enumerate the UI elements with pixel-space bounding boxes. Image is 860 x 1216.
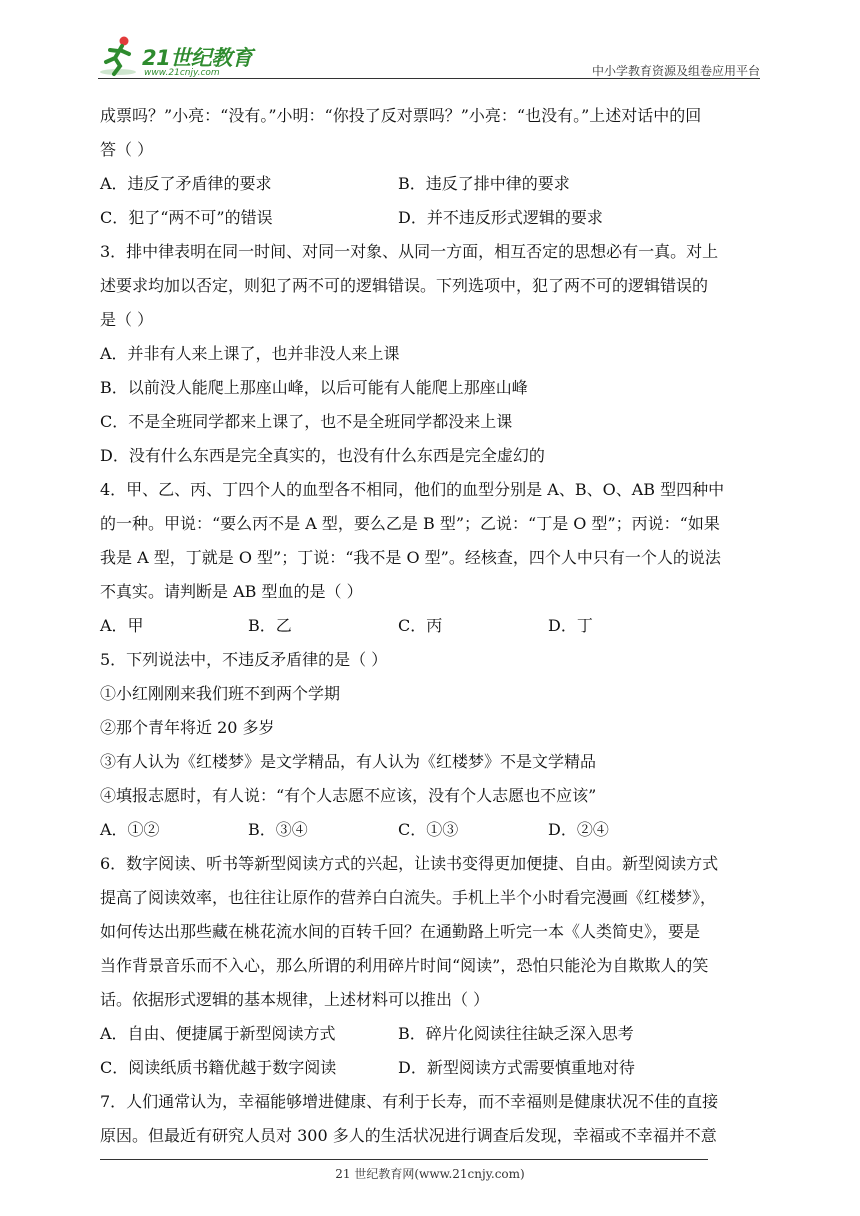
options-row <box>100 167 762 201</box>
option-d: D．②④ <box>548 820 609 839</box>
text-line: 当作背景音乐而不入心，那么所谓的利用碎片时间“阅读”，恐怕只能沦为自欺欺人的笑 <box>100 956 709 975</box>
option-line: B．以前没人能爬上那座山峰，以后可能有人能爬上那座山峰 <box>100 378 528 397</box>
text-line: ④填报志愿时，有人说：“有个人志愿不应该，没有个人志愿也不应该” <box>100 786 597 805</box>
runner-icon <box>98 34 142 78</box>
option-b: B．乙 <box>248 616 292 635</box>
option-d: D．新型阅读方式需要慎重地对待 <box>398 1058 635 1077</box>
text-line: 的一种。甲说：“要么丙不是 A 型，要么乙是 B 型”；乙说：“丁是 O 型”；丙说：“如果 <box>100 514 720 533</box>
option-b: B．碎片化阅读往往缺乏深入思考 <box>398 1024 634 1043</box>
brand-url: www.21cnjy.com <box>144 68 220 78</box>
option-a: A．①② <box>100 820 160 839</box>
text-line: 不真实。请判断是 AB 型血的是（ ） <box>100 582 363 601</box>
text-line: ③有人认为《红楼梦》是文学精品，有人认为《红楼梦》不是文学精品 <box>100 752 597 771</box>
text-line: 3．排中律表明在同一时间、对同一对象、从同一方面，相互否定的思想必有一真。对上 <box>100 242 719 261</box>
options-row <box>100 813 762 847</box>
option-d: D．并不违反形式逻辑的要求 <box>398 208 603 227</box>
text-line: ①小红刚刚来我们班不到两个学期 <box>100 684 341 703</box>
text-line: 成票吗？”小亮：“没有。”小明：“你投了反对票吗？”小亮：“也没有。”上述对话中的回 <box>100 106 702 125</box>
text-line: 话。依据形式逻辑的基本规律，上述材料可以推出（ ） <box>100 990 490 1009</box>
option-c: C．阅读纸质书籍优越于数字阅读 <box>100 1058 337 1077</box>
document-body <box>100 99 762 1153</box>
option-line: A．并非有人来上课了，也并非没人来上课 <box>100 344 400 363</box>
options-row <box>100 1017 762 1051</box>
text-line: 我是 A 型，丁就是 O 型”；丁说：“我不是 O 型”。经核查，四个人中只有一个人的说法 <box>100 548 721 567</box>
text-line: ②那个青年将近 20 多岁 <box>100 718 275 737</box>
option-b: B．违反了排中律的要求 <box>398 174 570 193</box>
brand-name: 21世纪教育 <box>142 46 253 70</box>
option-b: B．③④ <box>248 820 308 839</box>
brand-logo <box>98 34 273 78</box>
options-row <box>100 1051 762 1085</box>
text-line: 6．数字阅读、听书等新型阅读方式的兴起，让读书变得更加便捷、自由。新型阅读方式 <box>100 854 719 873</box>
option-c: C．犯了“两不可”的错误 <box>100 208 273 227</box>
page-header <box>98 30 760 80</box>
option-a: A．违反了矛盾律的要求 <box>100 174 272 193</box>
option-a: A．甲 <box>100 616 144 635</box>
options-row <box>100 609 762 643</box>
options-row <box>100 201 762 235</box>
option-c: C．①③ <box>398 820 459 839</box>
text-line: 答（ ） <box>100 140 154 159</box>
platform-tagline: 中小学教育资源及组卷应用平台 <box>591 64 760 78</box>
option-a: A．自由、便捷属于新型阅读方式 <box>100 1024 336 1043</box>
option-line: C．不是全班同学都来上课了，也不是全班同学都没来上课 <box>100 412 513 431</box>
option-d: D．丁 <box>548 616 593 635</box>
text-line: 是（ ） <box>100 310 154 329</box>
text-line: 提高了阅读效率，也往往让原作的营养白白流失。手机上半个小时看完漫画《红楼梦》， <box>100 888 717 907</box>
text-line: 原因。但最近有研究人员对 300 多人的生活状况进行调查后发现，幸福或不幸福并不意 <box>100 1126 717 1145</box>
text-line: 5．下列说法中，不违反矛盾律的是（ ） <box>100 650 388 669</box>
text-line: 述要求均加以否定，则犯了两不可的逻辑错误。下列选项中，犯了两不可的逻辑错误的 <box>100 276 709 295</box>
page-footer: 21 世纪教育网(www.21cnjy.com) <box>335 1167 525 1181</box>
text-line: 4．甲、乙、丙、丁四个人的血型各不相同，他们的血型分别是 A、B、O、AB 型四种中 <box>100 480 725 499</box>
text-line: 如何传达出那些藏在桃花流水间的百转千回？在通勤路上听完一本《人类简史》，要是 <box>100 922 701 941</box>
option-line: D．没有什么东西是完全真实的，也没有什么东西是完全虚幻的 <box>100 446 545 465</box>
option-c: C．丙 <box>398 616 443 635</box>
footer-divider <box>100 1159 708 1160</box>
header-divider <box>98 78 760 79</box>
text-line: 7．人们通常认为，幸福能够增进健康、有利于长寿，而不幸福则是健康状况不佳的直接 <box>100 1092 719 1111</box>
